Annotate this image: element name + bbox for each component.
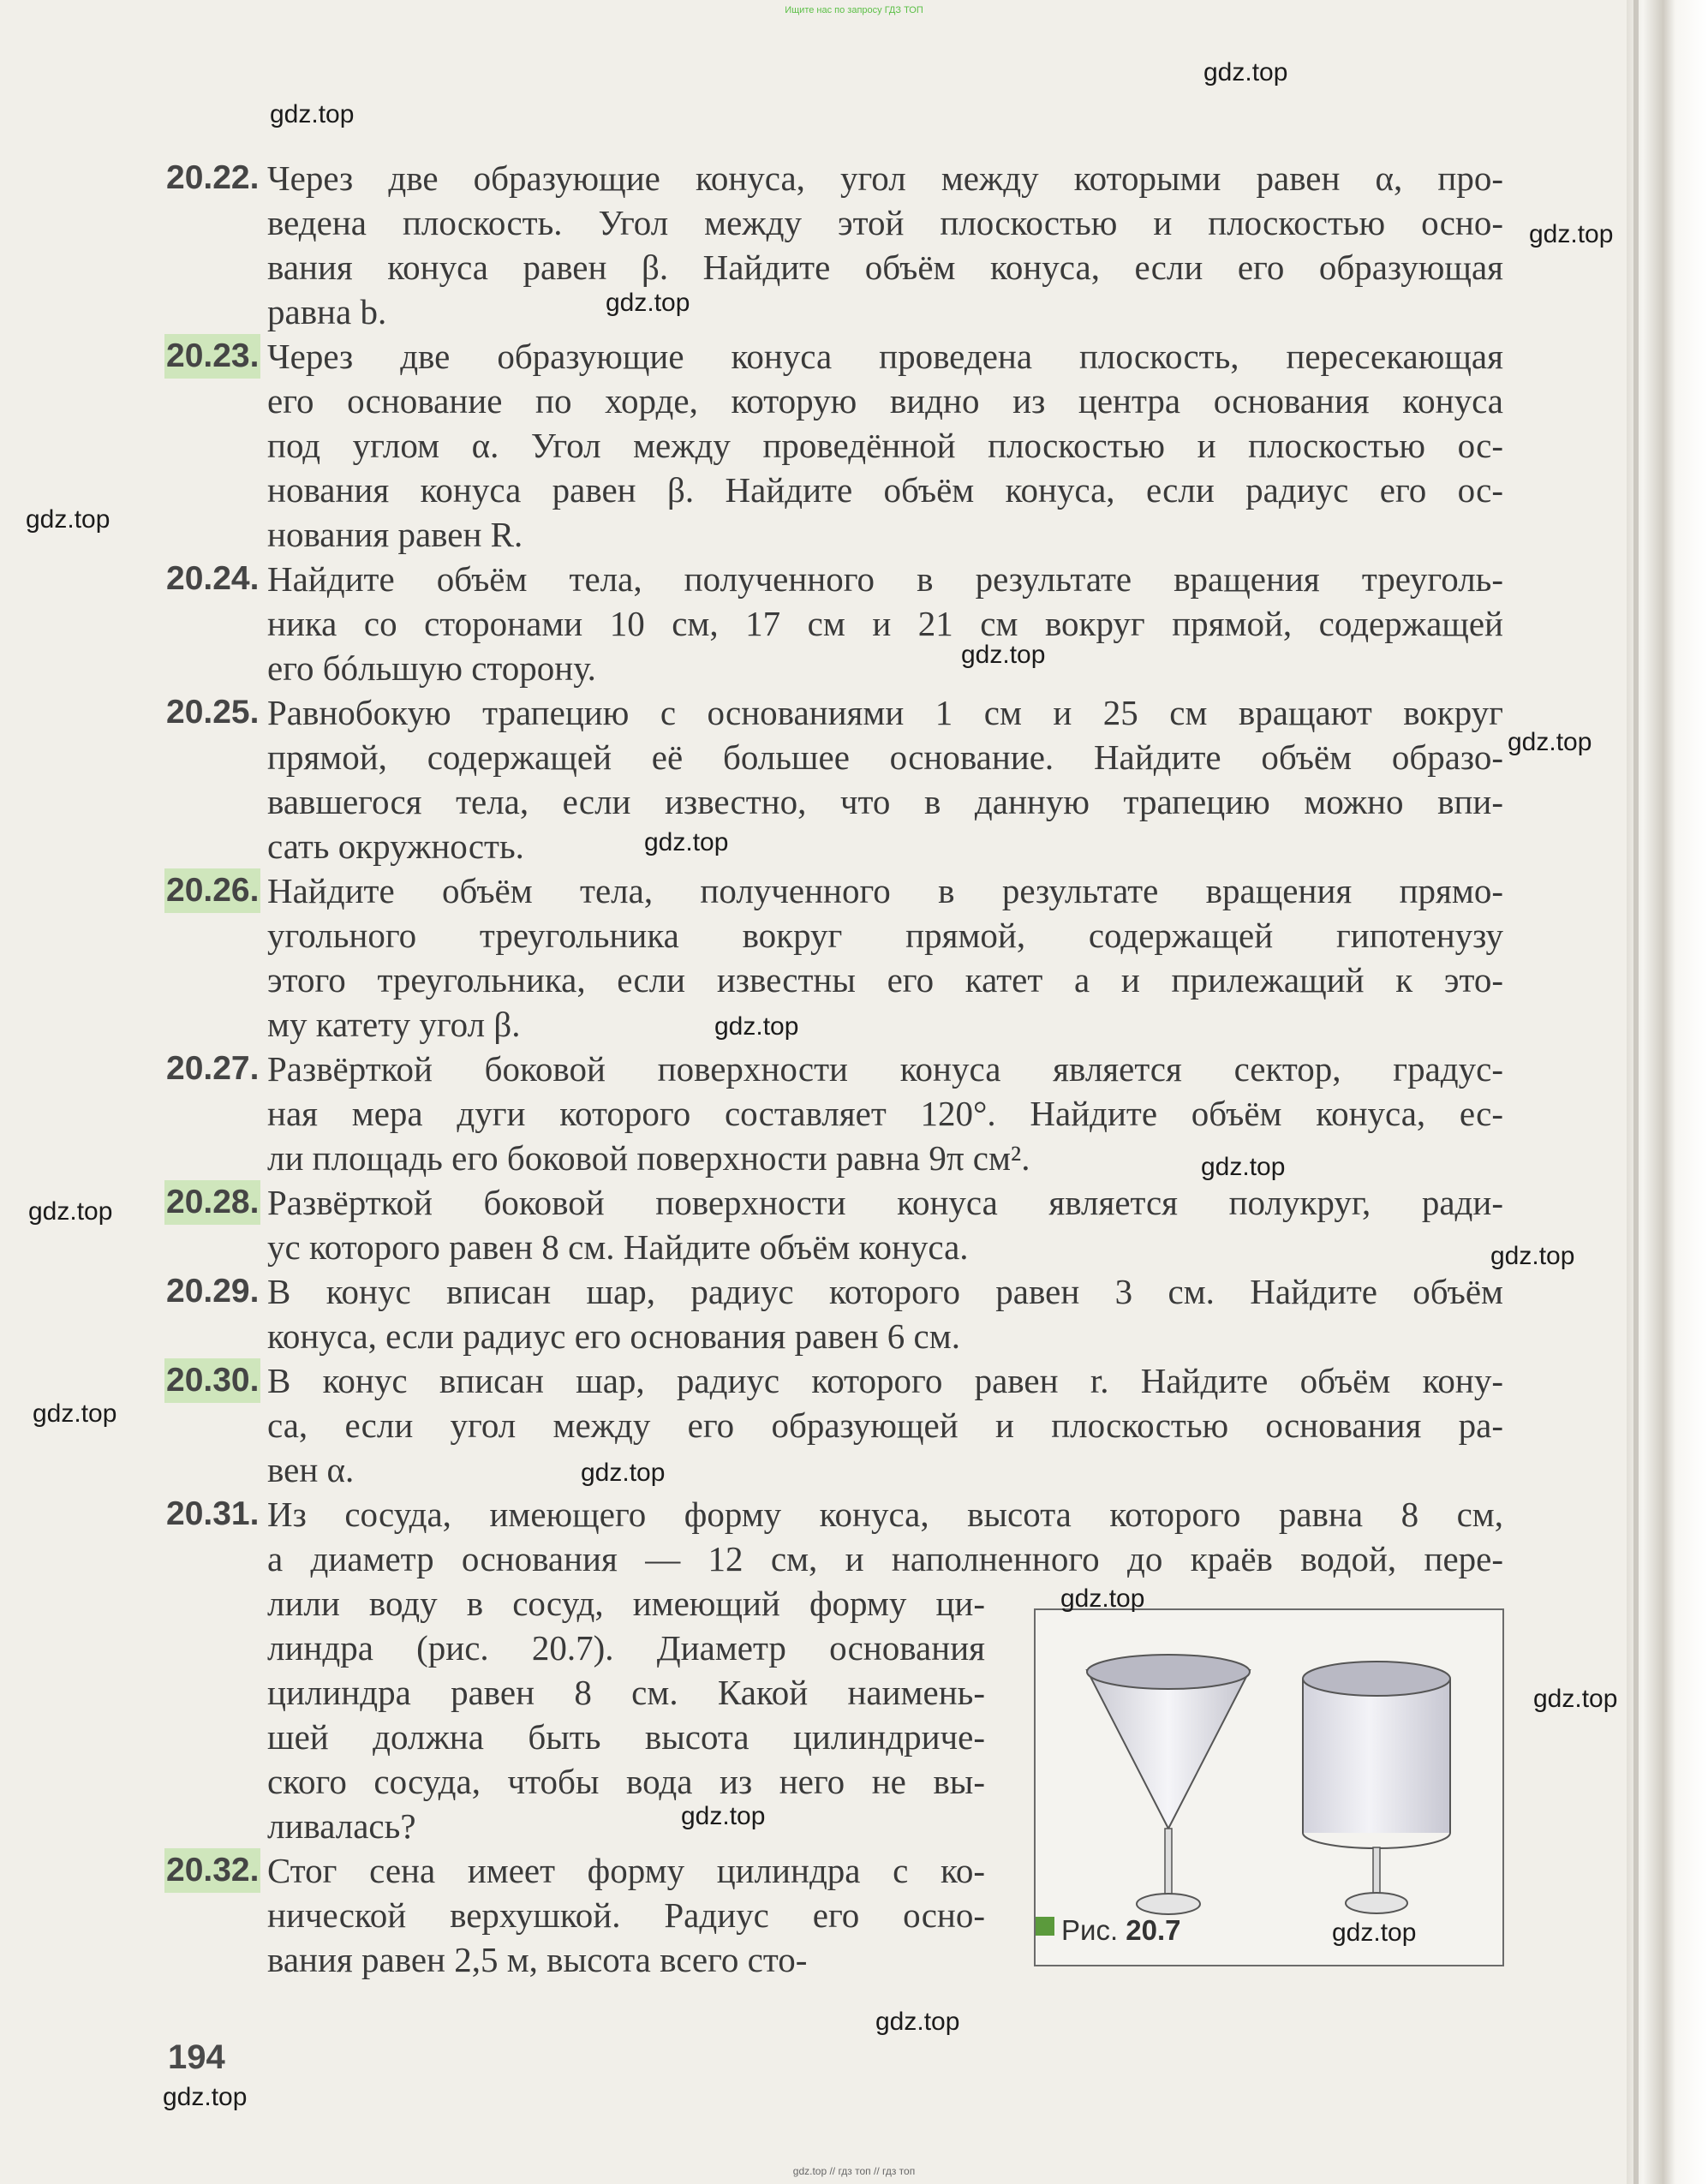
problem-line — [0, 1670, 985, 1715]
problem-text: прямой, содержащей её большее основание. Найдите объём образо- — [267, 737, 1503, 777]
watermark: gdz.top — [26, 505, 110, 534]
bottom-note: gdz.top // гдз топ // гдз топ — [792, 2165, 916, 2177]
problem-line — [0, 512, 1503, 557]
problem-line — [0, 156, 1503, 200]
problem-text: вания конуса равен β. Найдите объём конуса, если его образующая — [267, 248, 1503, 287]
problem-text: Развёрткой боковой поверхности конуса является полукруг, ради- — [267, 1183, 1503, 1222]
problem-text: ливалась? — [267, 1806, 416, 1846]
problem-line — [0, 1804, 985, 1848]
problem-text: ведена плоскость. Угол между этой плоскостью и плоскостью осно- — [267, 203, 1503, 242]
problem-line — [0, 1581, 985, 1626]
problem-line — [0, 468, 1503, 512]
problem-number: 20.31. — [166, 1495, 260, 1532]
watermark: gdz.top — [644, 828, 729, 856]
problem-number: 20.26. — [164, 868, 260, 913]
watermark: gdz.top — [681, 1802, 766, 1830]
watermark: gdz.top — [270, 100, 355, 128]
problem-text: цилиндра равен 8 см. Какой наимень- — [267, 1673, 985, 1712]
problem-text: Через две образующие конуса проведена плоскость, пересекающая — [267, 337, 1503, 376]
problem-text: вавшегося тела, если известно, что в данную трапецию можно впи- — [267, 782, 1503, 821]
problem-text: ная мера дуги которого составляет 120°. Найдите объём конуса, ес- — [267, 1094, 1503, 1133]
figure-caption — [1061, 1914, 1181, 1947]
problem-text: угольного треугольника вокруг прямой, содержащей гипотенузу — [267, 916, 1503, 955]
problem-line — [0, 1537, 1503, 1581]
problem-number: 20.30. — [164, 1358, 260, 1403]
problem-text: Найдите объём тела, полученного в результате вращения прямо- — [267, 871, 1503, 910]
problem-line — [0, 1269, 1503, 1314]
problem-line — [0, 379, 1503, 423]
watermark: gdz.top — [961, 641, 1046, 669]
problem-text: Через две образующие конуса, угол между которыми равен α, про- — [267, 158, 1503, 198]
problem-text: В конус вписан шар, радиус которого равен 3 см. Найдите объём — [267, 1272, 1503, 1311]
problem-text: вен α. — [267, 1450, 355, 1489]
figure-20-7 — [1034, 1608, 1504, 1966]
problem-text: этого треугольника, если известны его катет a и прилежащий к это- — [267, 960, 1503, 1000]
figure-caption-number: 20.7 — [1126, 1914, 1181, 1946]
problem-line — [0, 1358, 1503, 1403]
problem-number: 20.24. — [166, 560, 260, 597]
watermark: gdz.top — [33, 1399, 117, 1428]
problem-text: его бóльшую сторону. — [267, 648, 596, 688]
problem-line — [0, 1893, 985, 1937]
problem-text: Развёрткой боковой поверхности конуса является сектор, градус- — [267, 1049, 1503, 1089]
problem-text: Из сосуда, имеющего форму конуса, высота которого равна 8 см, — [267, 1495, 1503, 1534]
problem-line — [0, 1180, 1503, 1225]
problem-text: шей должна быть высота цилиндриче- — [267, 1717, 985, 1757]
problem-text: Равнобокую трапецию с основаниями 1 см и 25 см вращают вокруг — [267, 693, 1503, 732]
problem-line — [0, 690, 1503, 735]
problem-number: 20.25. — [166, 694, 260, 731]
watermark: gdz.top — [1529, 220, 1614, 248]
watermark: gdz.top — [1201, 1153, 1286, 1181]
watermark: gdz.top — [581, 1459, 666, 1487]
problem-line — [0, 1091, 1503, 1136]
watermark: gdz.top — [1203, 58, 1288, 87]
problem-line — [0, 245, 1503, 289]
watermark: gdz.top — [606, 289, 690, 317]
problem-text: ника со сторонами 10 см, 17 см и 21 см вокруг прямой, содержащей — [267, 604, 1503, 643]
problem-text: нования равен R. — [267, 515, 523, 554]
problem-number: 20.32. — [164, 1848, 260, 1893]
problem-text: са, если угол между его образующей и плоскостью основания ра- — [267, 1405, 1503, 1445]
problem-text: под углом α. Угол между проведённой плоскостью и плоскостью ос- — [267, 426, 1503, 465]
problem-line — [0, 1626, 985, 1670]
problem-line — [0, 601, 1503, 646]
problem-line — [0, 913, 1503, 958]
problem-text: нования конуса равен β. Найдите объём конуса, если радиус его ос- — [267, 470, 1503, 510]
problem-text: конуса, если радиус его основания равен 6 см. — [267, 1316, 960, 1356]
problem-text: линдра (рис. 20.7). Диаметр основания — [267, 1628, 985, 1668]
problem-line — [0, 1492, 1503, 1537]
figure-caption-prefix: Рис. — [1061, 1914, 1119, 1946]
problem-text: а диаметр основания — 12 см, и наполненного до краёв водой, пере- — [267, 1539, 1503, 1578]
problem-line — [0, 1047, 1503, 1091]
problem-line — [0, 1759, 985, 1804]
cylindrical-vessel — [1303, 1662, 1450, 1913]
conical-vessel — [1087, 1655, 1250, 1914]
top-note: Ищите нас по запросу ГДЗ ТОП — [785, 5, 923, 15]
problem-text: лили воду в сосуд, имеющий форму ци- — [267, 1584, 985, 1623]
page-number: 194 — [168, 2038, 225, 2076]
problem-line — [0, 200, 1503, 245]
problem-number: 20.28. — [164, 1180, 260, 1225]
watermark: gdz.top — [1508, 728, 1592, 756]
problem-line — [0, 1447, 1503, 1492]
watermark: gdz.top — [1533, 1685, 1618, 1713]
problem-text: его основание по хорде, которую видно из центра основания конуса — [267, 381, 1503, 421]
problem-line — [0, 1403, 1503, 1447]
watermark: gdz.top — [1490, 1242, 1575, 1270]
problem-number: 20.23. — [164, 334, 260, 379]
problem-line — [0, 779, 1503, 824]
problem-number: 20.27. — [166, 1050, 260, 1087]
problem-text: ус которого равен 8 см. Найдите объём конуса. — [267, 1227, 969, 1267]
vessels-illustration — [1036, 1610, 1502, 1965]
problem-line — [0, 557, 1503, 601]
watermark: gdz.top — [1332, 1918, 1417, 1947]
problem-text: му катету угол β. — [267, 1005, 521, 1044]
problem-line — [0, 1848, 985, 1893]
problem-number: 20.29. — [166, 1273, 260, 1310]
watermark: gdz.top — [714, 1012, 799, 1041]
watermark: gdz.top — [1060, 1584, 1145, 1613]
problem-line — [0, 646, 1503, 690]
problem-line — [0, 334, 1503, 379]
problem-text: нической верхушкой. Радиус его осно- — [267, 1895, 985, 1935]
problem-line — [0, 958, 1503, 1002]
watermark: gdz.top — [875, 2008, 960, 2036]
problem-text: Стог сена имеет форму цилиндра с ко- — [267, 1851, 985, 1890]
problem-text: ского сосуда, чтобы вода из него не вы- — [267, 1762, 985, 1801]
problem-text: сать окружность. — [267, 826, 524, 866]
problem-text: равна b. — [267, 292, 387, 331]
problem-line — [0, 735, 1503, 779]
problem-line — [0, 824, 1503, 868]
problem-line — [0, 1225, 1503, 1269]
problem-line — [0, 1937, 985, 1982]
problem-line — [0, 1314, 1503, 1358]
problem-number: 20.22. — [166, 159, 260, 196]
watermark: gdz.top — [163, 2083, 248, 2111]
page-edge — [1627, 0, 1708, 2184]
problem-line — [0, 1715, 985, 1759]
problem-line — [0, 423, 1503, 468]
figure-marker — [1036, 1917, 1054, 1936]
problem-text: вания равен 2,5 м, высота всего сто- — [267, 1940, 808, 1979]
watermark: gdz.top — [28, 1197, 113, 1226]
problem-text: Найдите объём тела, полученного в результате вращения треуголь- — [267, 559, 1503, 599]
problem-line — [0, 289, 1503, 334]
problem-text: ли площадь его боковой поверхности равна 9π см². — [267, 1138, 1030, 1178]
problem-text: В конус вписан шар, радиус которого равен r. Найдите объём кону- — [267, 1361, 1503, 1400]
problem-line — [0, 868, 1503, 913]
